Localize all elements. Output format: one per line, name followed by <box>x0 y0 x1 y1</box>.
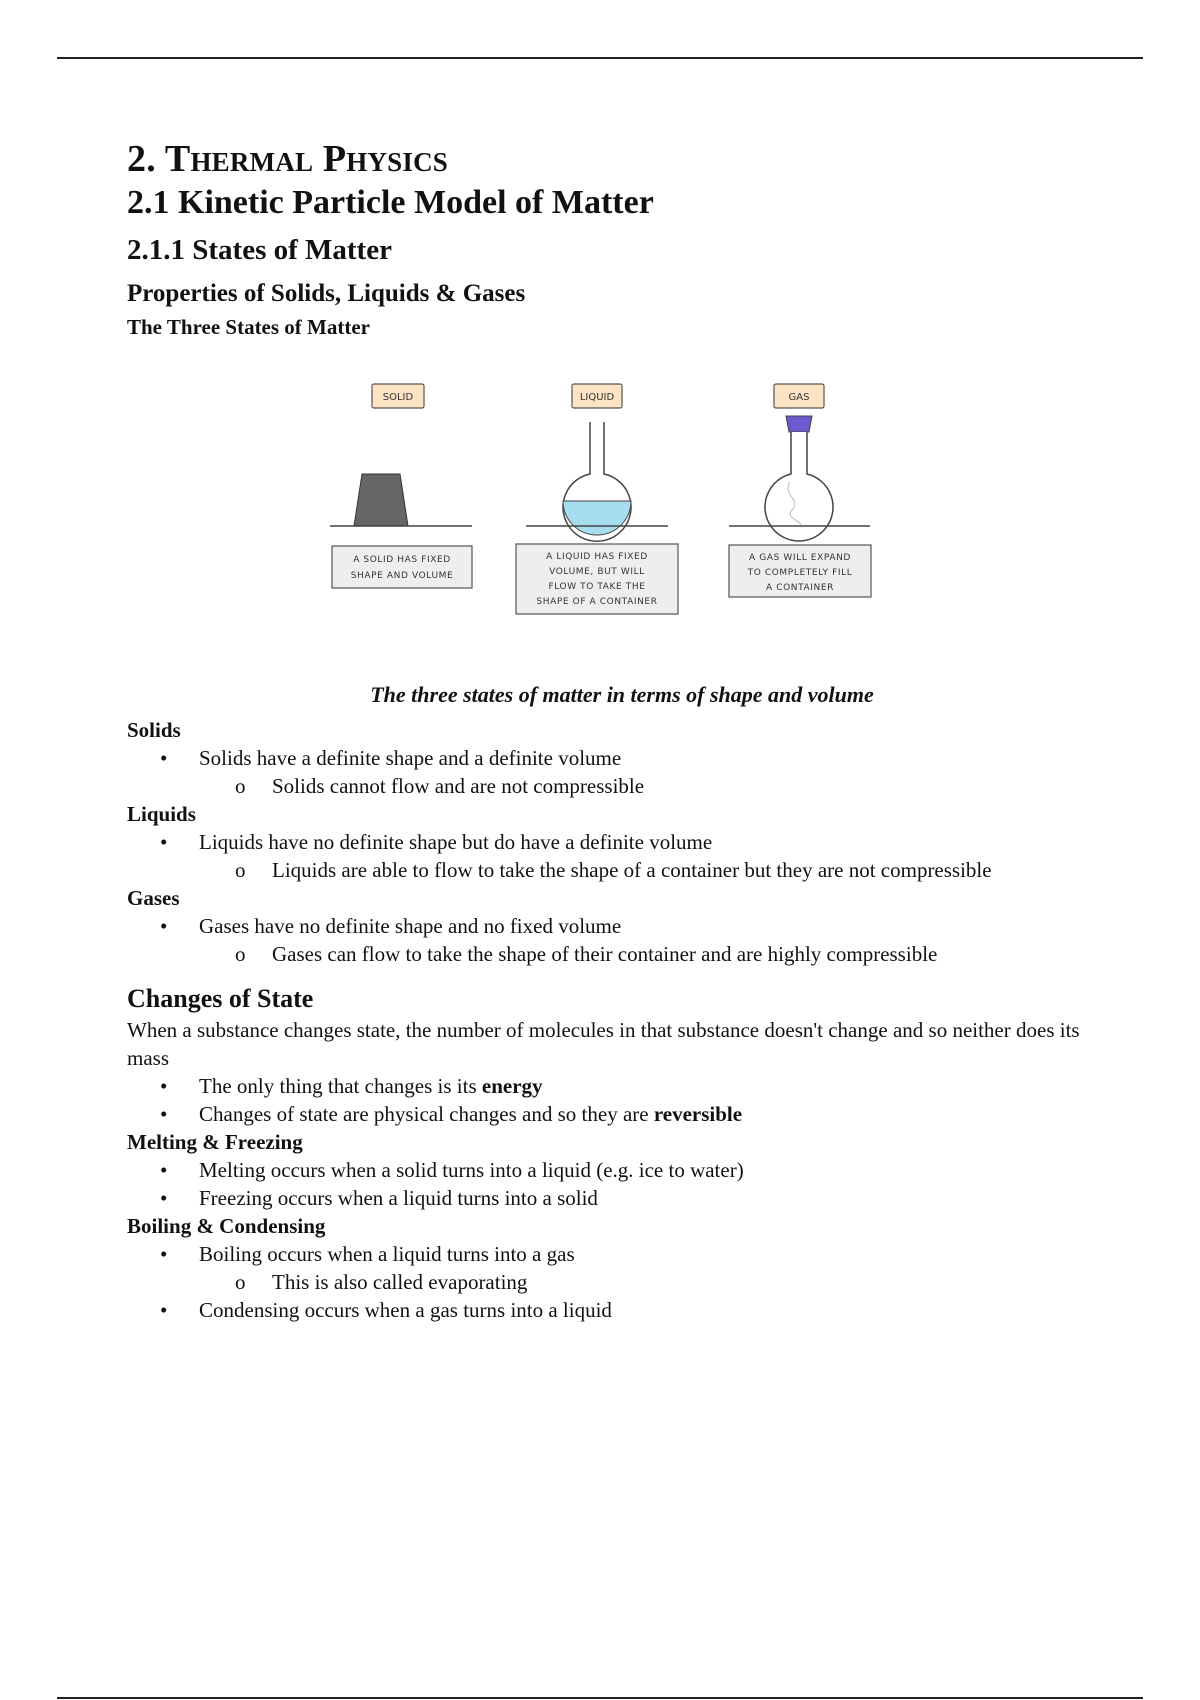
list-item <box>127 1268 1117 1296</box>
solid-box-line-2: SHAPE AND VOLUME <box>350 571 454 581</box>
chapter-title: 2. Thermal Physics <box>127 138 449 180</box>
solid-box-line-1: A SOLID HAS FIXED <box>353 555 451 565</box>
states-of-matter-figure <box>127 350 1117 680</box>
list-item-text: Boiling occurs when a liquid turns into a gas <box>199 1242 575 1266</box>
list-item-text: Changes of state are physical changes and so they are <box>199 1102 654 1126</box>
list-item-text: Solids cannot flow and are not compressible <box>272 774 645 798</box>
liquid-box-line-1: A LIQUID HAS FIXED <box>546 552 648 562</box>
subsection-title: 2.1.1 States of Matter <box>127 234 392 266</box>
liquid-box-line-3: FLOW TO TAKE THE <box>548 582 646 592</box>
liquid-box-line-4: SHAPE OF A CONTAINER <box>536 597 658 607</box>
changes-of-state-heading: Changes of State <box>127 984 314 1013</box>
solids-label: Solids <box>127 718 181 742</box>
top-rule <box>57 57 1143 59</box>
list-item <box>127 1100 1117 1128</box>
bullet-icon: • <box>160 1102 168 1126</box>
bold-term: reversible <box>653 1102 743 1126</box>
list-item <box>127 744 1117 772</box>
list-item <box>127 856 1117 884</box>
bottom-rule <box>57 1697 1143 1699</box>
gas-box-line-2: TO COMPLETELY FILL <box>747 568 853 578</box>
list-item-text: The only thing that changes is its <box>199 1074 482 1098</box>
liquid-tag-text: LIQUID <box>579 392 615 403</box>
list-item <box>127 828 1117 856</box>
gas-stopper <box>786 416 812 432</box>
list-item <box>127 1296 1117 1324</box>
gas-flask <box>765 432 833 541</box>
solid-tag-text: SOLID <box>382 392 414 403</box>
bullet-icon: • <box>160 1242 168 1266</box>
sub-bullet-icon: o <box>235 858 246 882</box>
list-item <box>127 1184 1117 1212</box>
solids-sublist <box>127 772 1117 800</box>
list-item-text: This is also called evaporating <box>272 1270 528 1294</box>
gases-label: Gases <box>127 886 180 910</box>
list-item-text: Melting occurs when a solid turns into a liquid (e.g. ice to water) <box>199 1158 744 1182</box>
boiling-condensing-label: Boiling & Condensing <box>127 1214 326 1238</box>
bold-term: energy <box>481 1074 543 1098</box>
section-title: 2.1 Kinetic Particle Model of Matter <box>127 184 654 221</box>
list-item <box>127 1072 1117 1100</box>
bullet-icon: • <box>160 830 168 854</box>
page-content <box>127 136 1117 1324</box>
sub-bullet-icon: o <box>235 1270 246 1294</box>
solids-list <box>127 744 1117 772</box>
list-item-text: Gases can flow to take the shape of their container and are highly compressible <box>272 942 938 966</box>
list-item-text: Freezing occurs when a liquid turns into a solid <box>199 1186 598 1210</box>
changes-intro: When a substance changes state, the number of molecules in that substance doesn't change and so neither does its mass <box>127 1018 1080 1070</box>
bullet-icon: • <box>160 1186 168 1210</box>
list-item-text: Solids have a definite shape and a definite volume <box>199 746 622 770</box>
properties-heading: Properties of Solids, Liquids & Gases <box>127 280 526 307</box>
melting-list <box>127 1156 1117 1212</box>
figure-caption: The three states of matter in terms of shape and volume <box>370 682 874 707</box>
list-item-text: Liquids are able to flow to take the shape of a container but they are not compressible <box>272 858 992 882</box>
boiling-list <box>127 1240 1117 1268</box>
bullet-icon: • <box>160 1158 168 1182</box>
gas-tag-text: GAS <box>788 392 810 403</box>
liquids-label: Liquids <box>127 802 196 826</box>
boiling-sublist <box>127 1268 1117 1296</box>
liquids-list <box>127 828 1117 856</box>
solid-block <box>354 474 408 526</box>
list-item <box>127 1240 1117 1268</box>
gases-sublist <box>127 940 1117 968</box>
liquids-sublist <box>127 856 1117 884</box>
list-item-text: Gases have no definite shape and no fixed volume <box>199 914 622 938</box>
list-item-text: Liquids have no definite shape but do have a definite volume <box>199 830 713 854</box>
list-item <box>127 772 1117 800</box>
bullet-icon: • <box>160 1074 168 1098</box>
three-states-heading: The Three States of Matter <box>127 315 370 339</box>
list-item <box>127 940 1117 968</box>
condensing-list <box>127 1296 1117 1324</box>
bullet-icon: • <box>160 914 168 938</box>
sub-bullet-icon: o <box>235 942 246 966</box>
list-item <box>127 912 1117 940</box>
melting-freezing-label: Melting & Freezing <box>127 1130 303 1154</box>
changes-list <box>127 1072 1117 1128</box>
bullet-icon: • <box>160 746 168 770</box>
list-item-text: Condensing occurs when a gas turns into a liquid <box>199 1298 612 1322</box>
gas-box-line-3: A CONTAINER <box>765 583 835 593</box>
list-item <box>127 1156 1117 1184</box>
states-diagram <box>312 350 872 680</box>
solid-description-box <box>332 546 472 588</box>
sub-bullet-icon: o <box>235 774 246 798</box>
liquid-box-line-2: VOLUME, BUT WILL <box>549 567 645 577</box>
gas-box-line-1: A GAS WILL EXPAND <box>749 553 851 563</box>
gases-list <box>127 912 1117 940</box>
bullet-icon: • <box>160 1298 168 1322</box>
